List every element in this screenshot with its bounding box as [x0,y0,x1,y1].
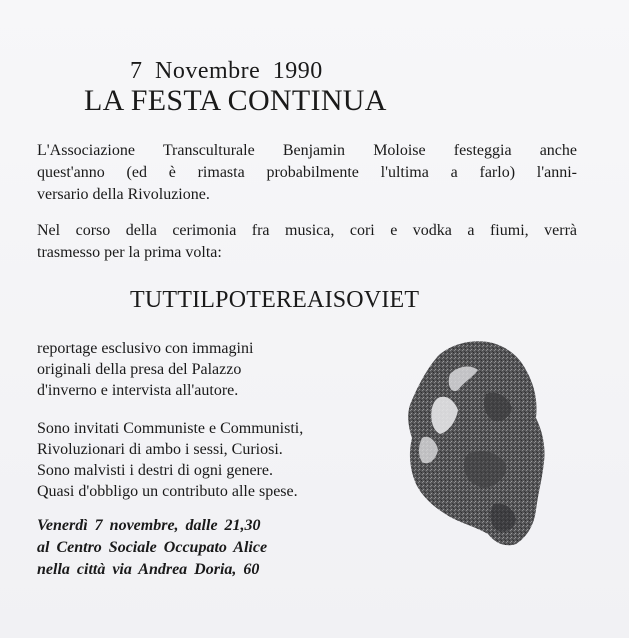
intro-paragraph [37,140,577,206]
event-line: nella città via Andrea Doria, 60 [37,561,260,578]
intro-line: versario della Rivoluzione. [37,186,210,203]
reportage-line: d'inverno e intervista all'autore. [37,382,239,399]
invite-paragraph [37,418,303,502]
program-headline: TUTTILPOTEREAISOVIET [130,287,420,313]
event-line: al Centro Sociale Occupato Alice [37,539,268,556]
invite-line: Sono invitati Communiste e Communisti, [37,420,304,437]
reportage-line: originali della presa del Palazzo [37,361,242,378]
ceremony-line: Nel corso della cerimonia fra musica, cori e vodka a fiumi, verrà [37,222,577,239]
reportage-paragraph [37,338,253,401]
intro-line: quest'anno (ed è rimasta probabilmente l'ultima a farlo) l'anni- [37,164,577,181]
invite-line: Quasi d'obbligo un contributo alle spese. [37,483,298,500]
event-date: 7 Novembre 1990 [130,58,323,84]
invite-line: Rivoluzionari di ambo i sessi, Curiosi. [37,441,283,458]
intro-line: L'Associazione Transculturale Benjamin Moloise festeggia anche [37,142,577,159]
invite-line: Sono malvisti i destri di ogni genere. [37,462,273,479]
ceremony-line: trasmesso per la prima volta: [37,244,222,261]
reportage-line: reportage esclusivo con immagini [37,340,254,357]
event-line: Venerdì 7 novembre, dalle 21,30 [37,517,261,534]
portrait-image [398,334,548,549]
ceremony-paragraph [37,220,577,264]
flyer-title: LA FESTA CONTINUA [84,84,387,117]
event-details [37,515,267,581]
